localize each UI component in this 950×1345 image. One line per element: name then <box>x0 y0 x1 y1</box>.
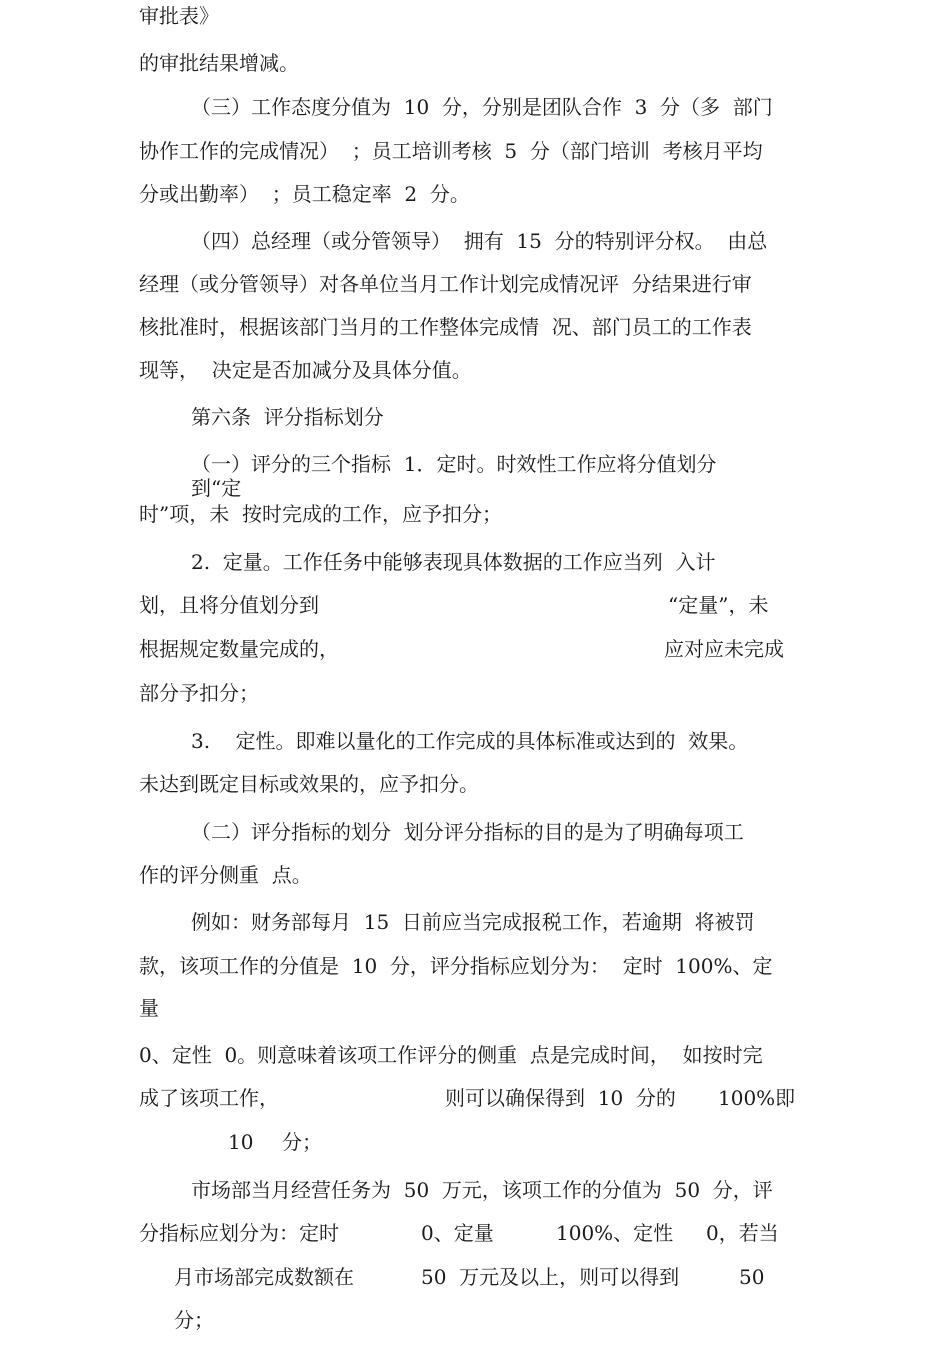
paragraph-line: 根据规定数量完成的， <box>139 637 339 661</box>
paragraph-line: 100%、定性 <box>556 1221 674 1245</box>
text-line: 审批表》 <box>139 4 219 28</box>
paragraph-line: 例如：财务部每月 15 日前应当完成报税工作，若逾期 将被罚 <box>191 910 755 934</box>
paragraph-line: 经理（或分管领导）对各单位当月工作计划完成情况评 分结果进行审 <box>139 272 752 296</box>
paragraph-line: （一）评分的三个指标 1．定时。时效性工作应将分值划分 <box>191 452 717 476</box>
text-line: 的审批结果增减。 <box>139 51 299 75</box>
paragraph-line: 应对应未完成 <box>664 637 784 661</box>
paragraph-line: 分； <box>282 1130 322 1154</box>
paragraph-line: （三）工作态度分值为 10 分，分别是团队合作 3 分（多 部门 <box>191 95 773 119</box>
paragraph-line: 作的评分侧重 点。 <box>139 863 312 887</box>
paragraph-line: 0，若当 <box>706 1221 779 1245</box>
article-heading: 第六条 评分指标划分 <box>191 405 384 429</box>
paragraph-line: 100%即 <box>718 1086 796 1110</box>
paragraph-line: 市场部当月经营任务为 50 万元，该项工作的分值为 50 分，评 <box>191 1178 773 1202</box>
paragraph-line: 量 <box>139 996 159 1020</box>
paragraph-line: 2. 定量。工作任务中能够表现具体数据的工作应当列 入计 <box>191 550 716 574</box>
paragraph-line: 3. 定性。即难以量化的工作完成的具体标准或达到的 效果。 <box>191 729 749 753</box>
paragraph-line: 10 <box>228 1130 254 1154</box>
paragraph-line: “定量”，未 <box>668 593 769 617</box>
paragraph-line: 协作工作的完成情况） ；员工培训考核 5 分（部门培训 考核月平均 <box>139 139 763 163</box>
paragraph-line: 时”项，未 按时完成的工作，应予扣分； <box>139 502 502 526</box>
paragraph-line: 款，该项工作的分值是 10 分，评分指标应划分为： 定时 100%、定 <box>139 954 773 978</box>
paragraph-line: 分指标应划分为：定时 <box>139 1221 339 1245</box>
paragraph-line: 分； <box>174 1308 214 1332</box>
paragraph-line: 划，且将分值划分到 <box>139 593 319 617</box>
paragraph-line: 核批准时，根据该部门当月的工作整体完成情 况、部门员工的工作表 <box>139 315 752 339</box>
paragraph-line: 50 万元及以上，则可以得到 <box>421 1265 680 1289</box>
paragraph-line: （二）评分指标的划分 划分评分指标的目的是为了明确每项工 <box>191 820 744 844</box>
paragraph-line: 月市场部完成数额在 <box>174 1265 354 1289</box>
paragraph-line: 现等， 决定是否加减分及具体分值。 <box>139 358 472 382</box>
paragraph-line: 成了该项工作， <box>139 1086 279 1110</box>
paragraph-line: 则可以确保得到 10 分的 <box>445 1086 676 1110</box>
paragraph-line: 未达到既定目标或效果的，应予扣分。 <box>139 772 479 796</box>
paragraph-line: （四）总经理（或分管领导） 拥有 15 分的特别评分权。 由总 <box>191 229 768 253</box>
paragraph-line: 50 <box>739 1265 765 1289</box>
paragraph-line: 0、定量 <box>421 1221 494 1245</box>
paragraph-line: 部分予扣分； <box>139 681 259 705</box>
paragraph-line: 到“定 <box>191 476 242 500</box>
paragraph-line: 0、定性 0。则意味着该项工作评分的侧重 点是完成时间， 如按时完 <box>139 1043 763 1067</box>
paragraph-line: 分或出勤率） ；员工稳定率 2 分。 <box>139 182 470 206</box>
